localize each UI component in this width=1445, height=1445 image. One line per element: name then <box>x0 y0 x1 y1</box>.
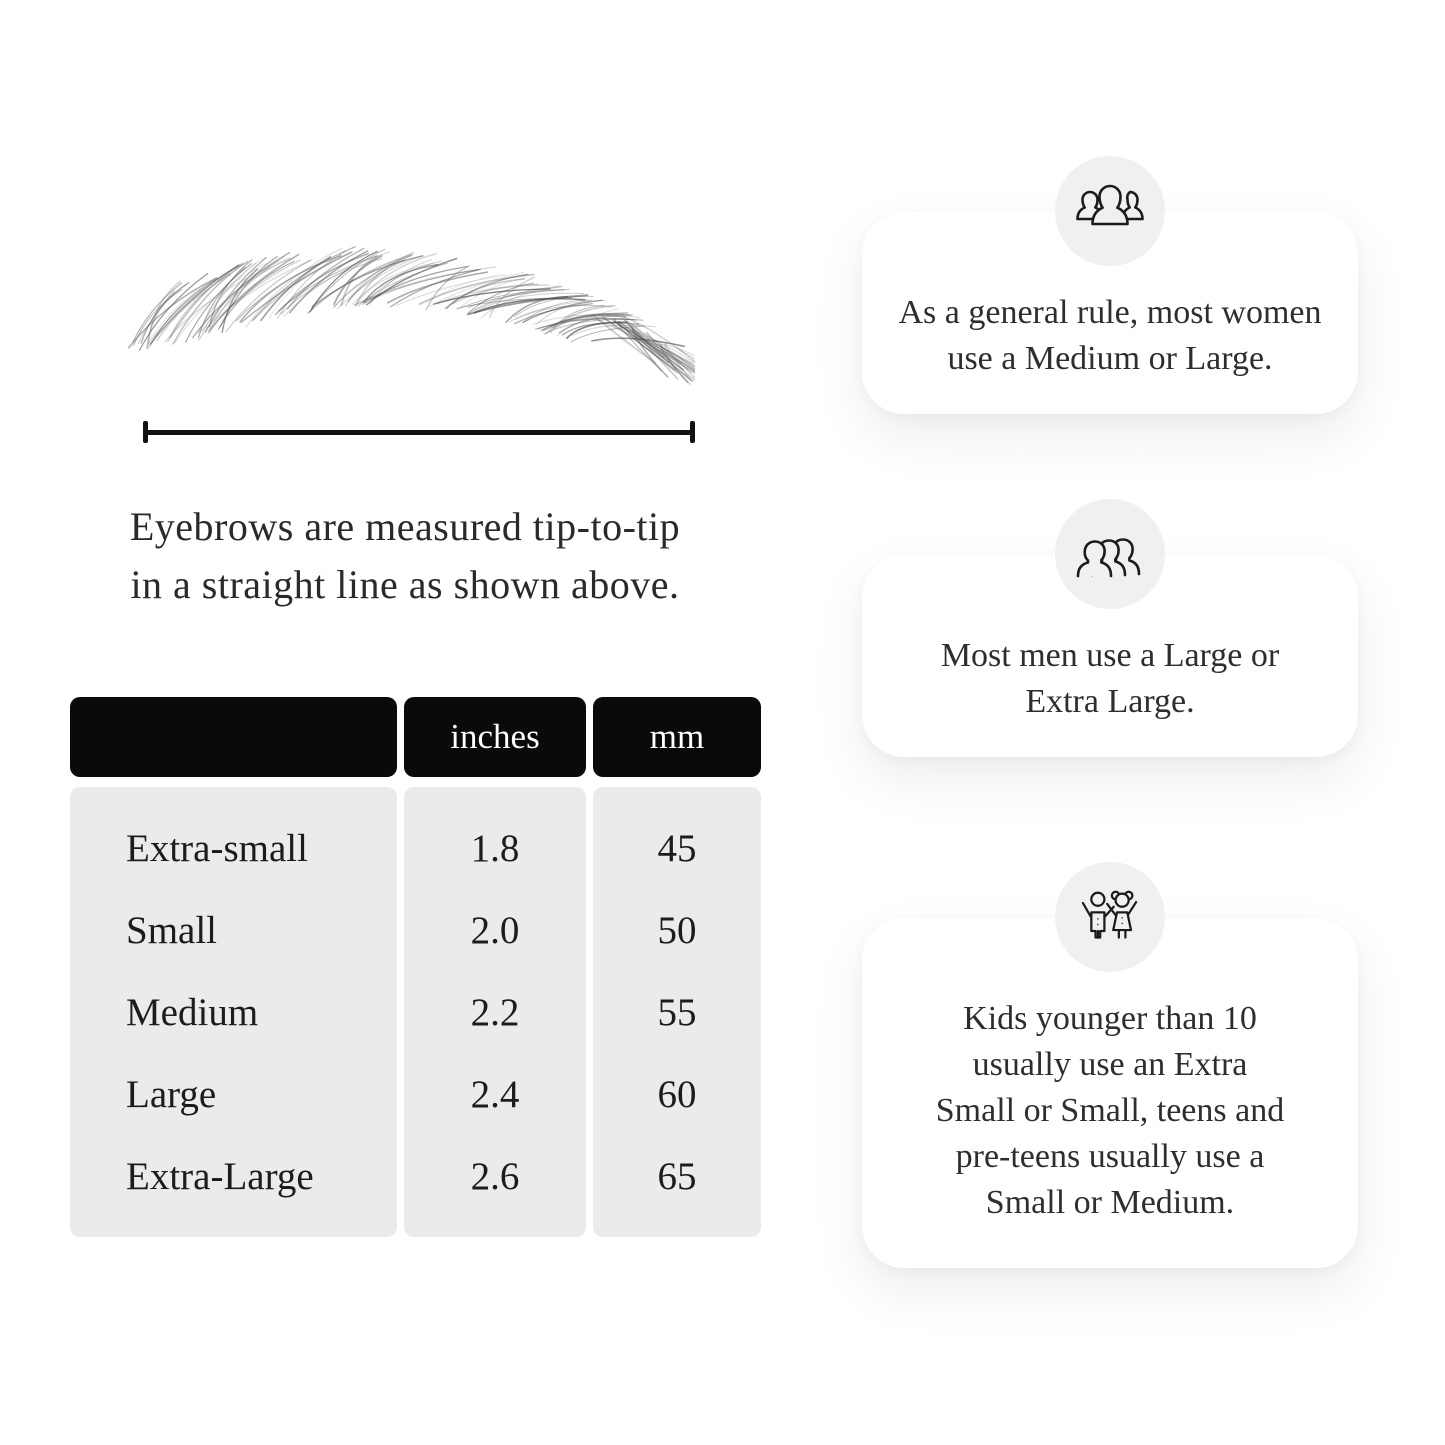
info-card-men <box>862 555 1358 757</box>
card-line: Extra Large. <box>1025 683 1195 720</box>
card-text <box>872 996 1348 1226</box>
men-group-icon <box>1074 526 1146 582</box>
kids-icon <box>1074 889 1146 945</box>
measurement-line-right-cap <box>690 421 695 443</box>
header-cell-inches: inches <box>404 697 586 777</box>
card-line: Small or Small, teens and <box>935 1092 1285 1129</box>
table-cell-mm: 55 <box>657 990 697 1034</box>
table-cell-inches: 2.6 <box>470 1154 520 1198</box>
table-cell-mm: 50 <box>657 908 697 952</box>
measurement-line <box>143 419 695 445</box>
caption-line-1: Eyebrows are measured tip-to-tip <box>129 504 681 549</box>
header-cell-name <box>70 697 397 777</box>
table-row-label: Extra-small <box>126 826 308 870</box>
table-cell-mm: 60 <box>657 1072 697 1116</box>
icon-circle <box>1055 156 1165 266</box>
measurement-line-bar <box>145 430 693 435</box>
size-table-body <box>70 787 761 1237</box>
size-table-header <box>70 697 761 777</box>
card-line: use a Medium or Large. <box>947 340 1273 377</box>
table-cell-mm: 65 <box>657 1154 697 1198</box>
measurement-caption <box>75 498 735 614</box>
header-cell-mm: mm <box>593 697 761 777</box>
table-cell-mm: 45 <box>657 826 697 870</box>
info-card-women <box>862 212 1358 414</box>
icon-circle <box>1055 862 1165 972</box>
table-row-label: Extra-Large <box>126 1154 314 1198</box>
table-row-label: Large <box>126 1072 217 1116</box>
size-table <box>70 697 761 1237</box>
column-mm <box>593 787 761 1237</box>
icon-circle <box>1055 499 1165 609</box>
card-line: usually use an Extra <box>972 1046 1248 1083</box>
women-group-icon <box>1074 183 1146 239</box>
card-text <box>872 290 1348 382</box>
table-cell-inches: 2.2 <box>470 990 520 1034</box>
column-size-names <box>70 787 397 1237</box>
table-row-label: Medium <box>126 990 259 1034</box>
table-cell-inches: 2.4 <box>470 1072 520 1116</box>
card-line: Kids younger than 10 <box>963 1000 1257 1037</box>
card-line: Most men use a Large or <box>940 637 1280 674</box>
table-cell-inches: 1.8 <box>470 826 520 870</box>
caption-line-2: in a straight line as shown above. <box>130 562 680 607</box>
card-line: Small or Medium. <box>985 1184 1235 1221</box>
table-cell-inches: 2.0 <box>470 908 520 952</box>
column-inches <box>404 787 586 1237</box>
eyebrow-illustration <box>125 232 695 400</box>
card-line: pre-teens usually use a <box>955 1138 1265 1175</box>
table-row-label: Small <box>126 908 218 952</box>
info-card-kids <box>862 918 1358 1268</box>
card-line: As a general rule, most women <box>898 294 1322 331</box>
card-text <box>872 633 1348 725</box>
